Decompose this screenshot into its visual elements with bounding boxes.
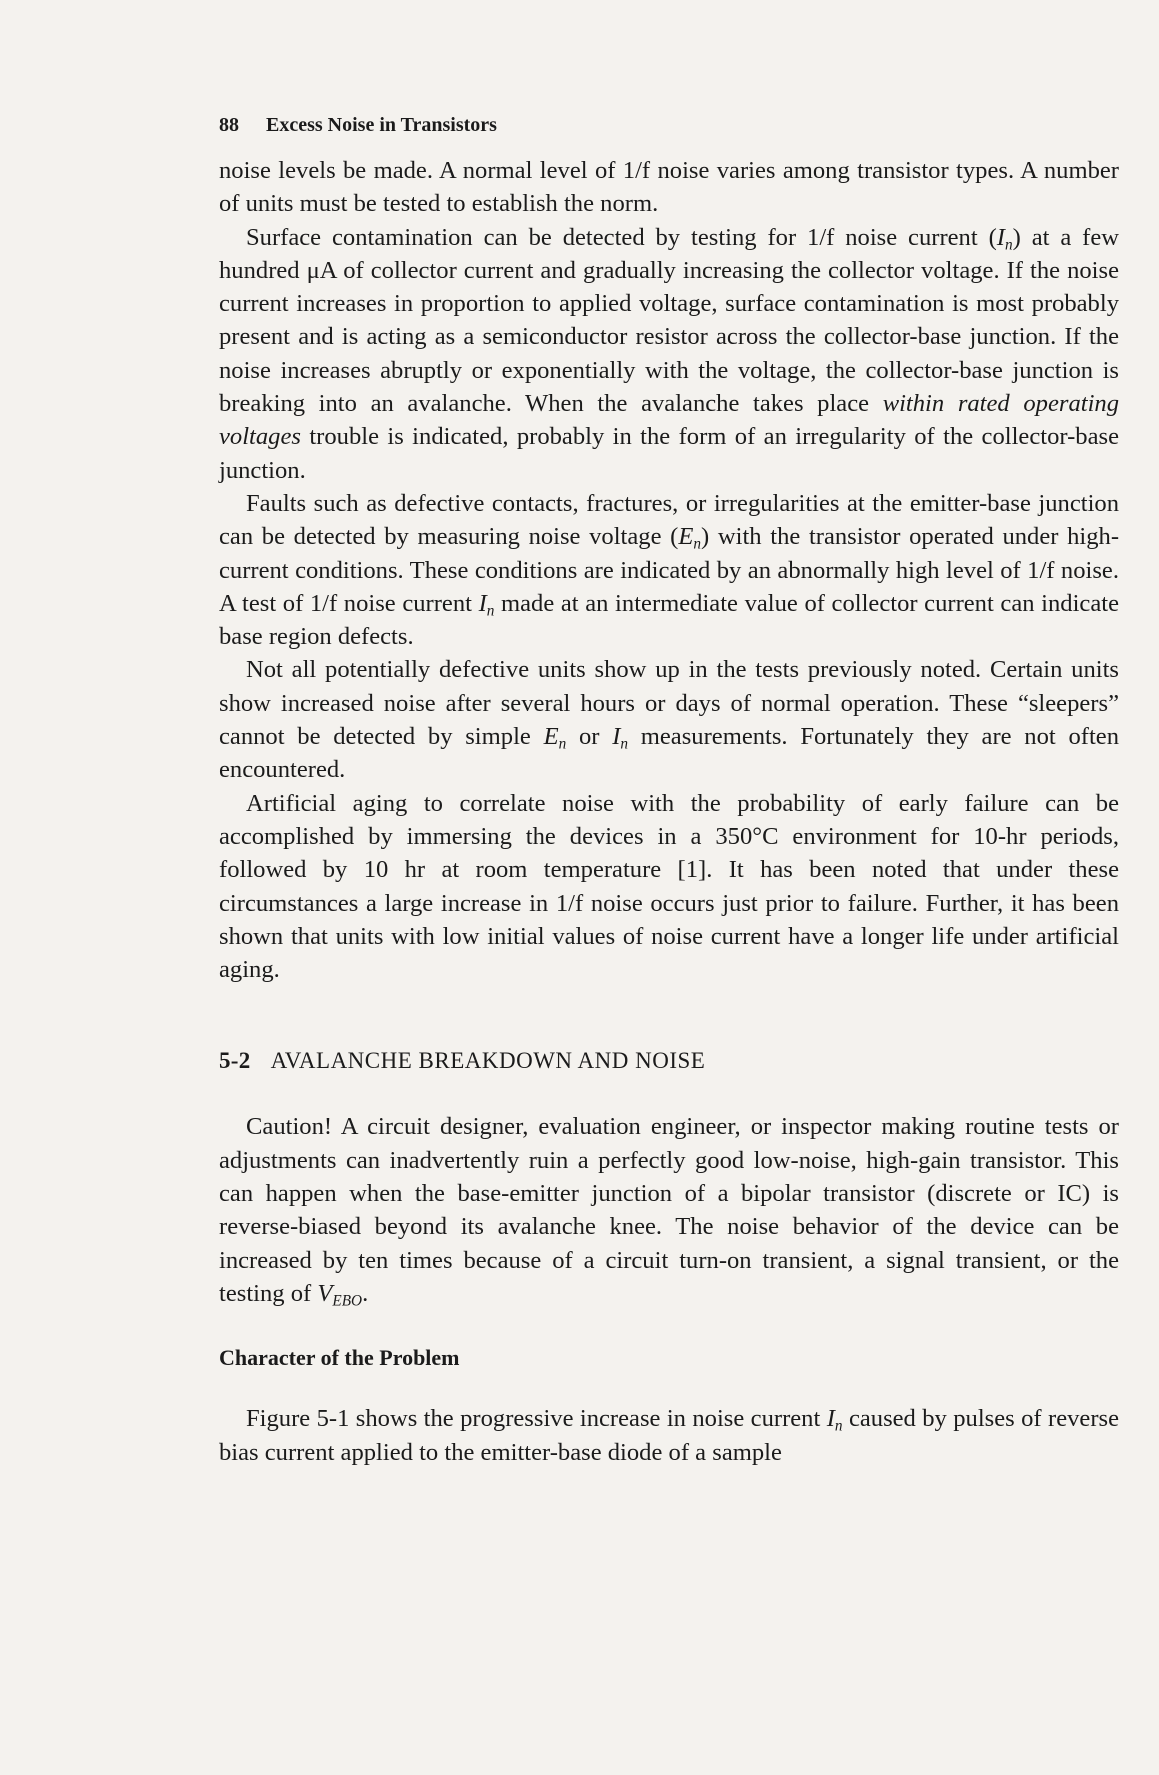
p2-subscript: n [1004, 236, 1013, 254]
s1-text-a: Caution! A circuit designer, evaluation engineer, or inspector making routine tests or adjustments can inadvertently ruin a perfectly good low-noise, high-gain transistor. This can happen when the base-emitter junction of a bipolar transistor (discrete or IC) is reverse-biased beyond its avalanche knee. The noise behavior of the device can be increased by ten times because of a circuit turn-on transient, a signal transient, or the testing of [219, 1113, 1119, 1307]
p3-subscript-2: n [486, 602, 495, 620]
s2-text-a: Figure 5-1 shows the progressive increase in noise current [246, 1405, 827, 1433]
p2-text-b: ) at a few hundred μA of collector current and gradually increasing the collector voltage. If the noise current increases in proportion to applied voltage, surface contamination is most probably present and is acting as a semiconductor resistor across the collector-base junction. If the noise increases abruptly or exponentially with the voltage, the collector-base junction is breaking into an avalanche. When the avalanche takes place [219, 223, 1120, 418]
paragraph-1-text: noise levels be made. A normal level of 1/f noise varies among transistor types. A number of units must be tested to establish the norm. [219, 157, 1119, 218]
book-page [219, 113, 1119, 1469]
paragraph-1 [219, 154, 1119, 221]
p4-text-c: measurements. Fortunately they are not often encountered. [219, 723, 1119, 784]
paragraph-2 [219, 221, 1119, 487]
p3-text-b: ) with the transistor operated under high-current conditions. These conditions are indicated by an abnormally high level of 1/f noise. A test of 1/f noise current [219, 523, 1120, 617]
p4-text-b: or [566, 723, 613, 751]
s1-text-b: . [362, 1279, 369, 1307]
s1-symbol: V [317, 1279, 333, 1307]
p2-symbol: I [996, 223, 1005, 251]
p3-symbol: E [678, 523, 694, 551]
p4-symbol-2: I [612, 723, 621, 751]
p4-subscript: n [558, 735, 567, 753]
paragraph-3 [219, 487, 1119, 653]
s2-subscript: n [834, 1417, 843, 1435]
p4-symbol: E [543, 723, 559, 751]
paragraph-4 [219, 653, 1119, 786]
running-title: Excess Noise in Transistors [266, 114, 497, 136]
subsection-body [219, 1402, 1119, 1469]
p2-emphasis: within rated operating voltages [219, 390, 1119, 451]
section-body [219, 1110, 1119, 1310]
running-head [219, 113, 1119, 137]
section-number: 5-2 [219, 1048, 251, 1074]
p4-text-a: Not all potentially defective units show up in the tests previously noted. Certain units show increased noise after several hours or days of normal operation. These “sleepers” cannot be detected by simple [219, 656, 1119, 751]
subheading: Character of the Problem [219, 1345, 460, 1371]
page-number: 88 [219, 114, 239, 136]
section-paragraph-1 [219, 1110, 1119, 1310]
p2-text-a: Surface contamination can be detected by testing for 1/f noise current ( [246, 223, 997, 251]
paragraph-5-text: Artificial aging to correlate noise with the probability of early failure can be accomplished by immersing the devices in a 350°C environment for 10-hr periods, followed by 10 hr at room temperature [1]. It has been noted that under these circumstances a large increase in 1/f noise occurs just prior to failure. Further, it has been shown that units with low initial values of noise current have a longer life under artificial aging. [219, 789, 1119, 984]
p3-subscript: n [693, 535, 702, 553]
p3-text-c: made at an intermediate value of collector current can indicate base region defects. [219, 589, 1120, 651]
s2-text-b: caused by pulses of reverse bias current applied to the emitter-base diode of a sample [219, 1405, 1120, 1466]
s1-subscript: EBO [332, 1292, 363, 1310]
paragraph-5 [219, 787, 1119, 987]
s2-symbol: I [826, 1405, 835, 1433]
section-title: AVALANCHE BREAKDOWN AND NOISE [270, 1048, 706, 1074]
p3-symbol-2: I [478, 589, 487, 617]
p4-subscript-2: n [620, 735, 629, 753]
body-text [219, 154, 1119, 986]
section-paragraph-2 [219, 1402, 1119, 1469]
section-heading [219, 1046, 1119, 1076]
p2-text-c: trouble is indicated, probably in the form of an irregularity of the collector-base junction. [219, 423, 1119, 484]
p3-text-a: Faults such as defective contacts, fractures, or irregularities at the emitter-base junction can be detected by measuring noise voltage ( [219, 489, 1119, 551]
